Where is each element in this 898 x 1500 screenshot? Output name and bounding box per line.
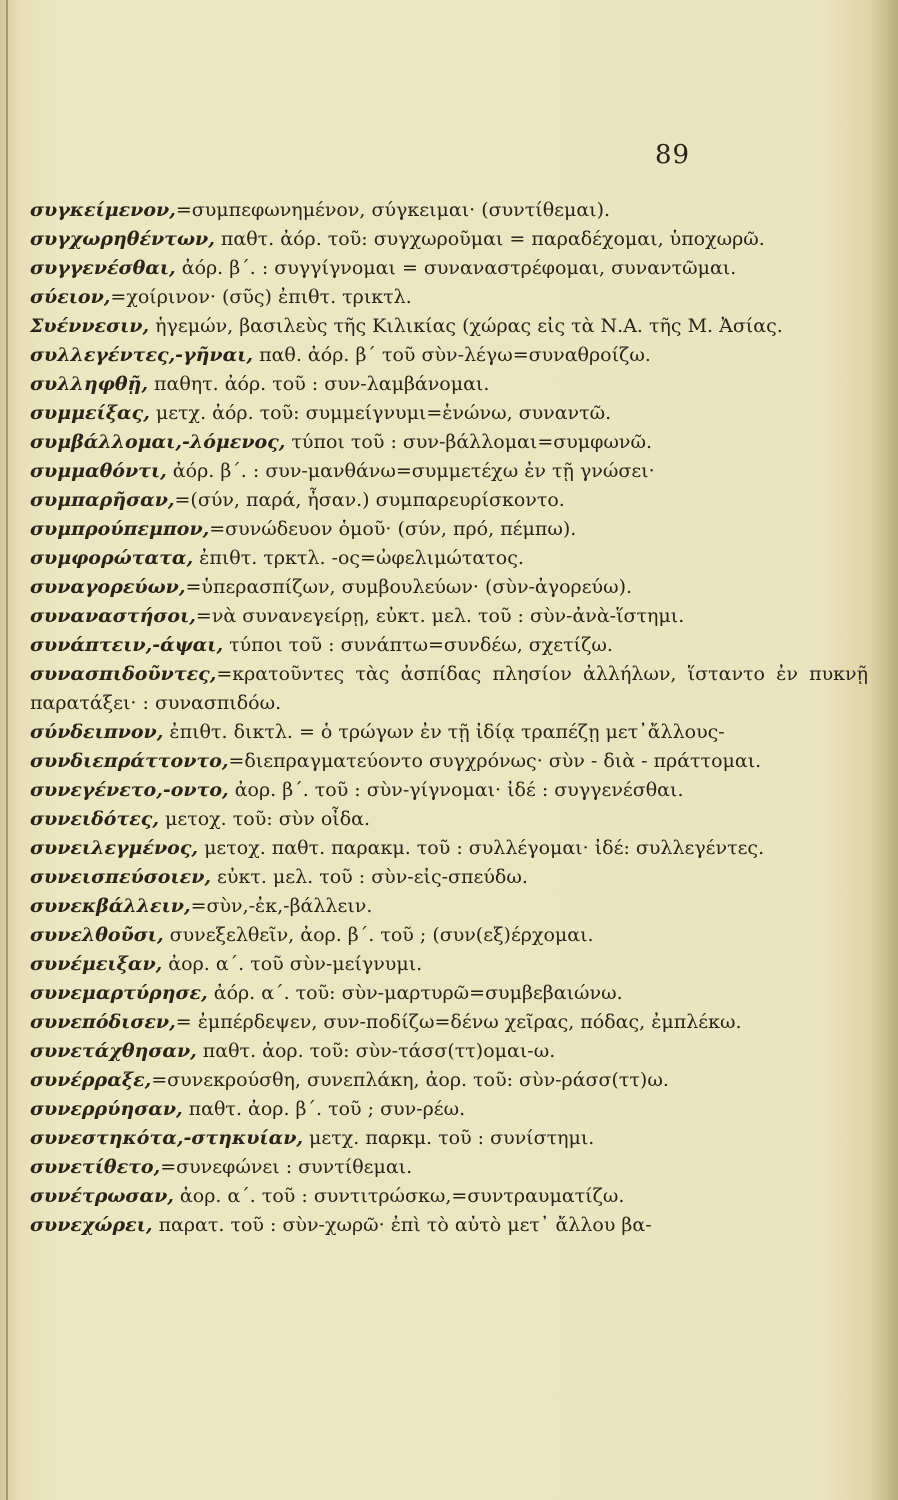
- entry-headword: σύνδειπνον,: [30, 721, 164, 743]
- entry-headword: συλλεγέντες,-γῆναι,: [30, 344, 254, 366]
- entry: [30, 486, 868, 515]
- entry-headword: συνεμαρτύρησε,: [30, 982, 208, 1004]
- entry: [30, 1182, 868, 1211]
- entry-headword: συλληφθῇ,: [30, 373, 148, 395]
- page-number: 89: [655, 140, 691, 170]
- entry-gloss: συνεξελθεῖν, ἀορ. β΄. τοῦ ; (συν(εξ)έρχομαι.: [169, 924, 594, 946]
- entry-headword: συνάπτειν,-άψαι,: [30, 634, 224, 656]
- entry: [30, 660, 868, 718]
- entry-headword: συνδιεπράττοντο,: [30, 750, 229, 772]
- entry: [30, 950, 868, 979]
- entry-gloss: ἀόρ. β΄. : συν-μανθάνω=συμμετέχω ἐν τῇ γνώσει·: [172, 460, 655, 482]
- entry-gloss: =συμπεφωνημένον, σύγκειμαι· (συντίθεμαι).: [175, 199, 611, 221]
- entry-gloss: ἐπιθτ. τρκτλ. -ος=ὠφελιμώτατος.: [199, 547, 524, 569]
- entry-headword: Συέννεσιν,: [30, 315, 150, 337]
- entry-gloss: = ἐμπέρδεψεν, συν-ποδίζω=δένω χεῖρας, πόδας, ἐμπλέκω.: [175, 1011, 742, 1033]
- entry: [30, 776, 868, 805]
- entry: [30, 631, 868, 660]
- entry-headword: συνερρύησαν,: [30, 1098, 183, 1120]
- entry: [30, 979, 868, 1008]
- entry-gloss: μετοχ. παθτ. παρακμ. τοῦ : συλλέγομαι· ἰδέ: συλλεγέντες.: [204, 837, 765, 859]
- entry: [30, 718, 868, 747]
- entry-gloss: παθητ. ἀόρ. τοῦ : συν-λαμβάνομαι.: [154, 373, 490, 395]
- entry-gloss: μετοχ. τοῦ: σὺν οἶδα.: [165, 808, 371, 830]
- entry-headword: συναναστήσοι,: [30, 605, 196, 627]
- entry-headword: συγχωρηθέντων,: [30, 228, 215, 250]
- entry-headword: συνειλεγμένος,: [30, 837, 199, 859]
- entry: [30, 892, 868, 921]
- entry: [30, 312, 868, 341]
- entry: [30, 921, 868, 950]
- entry-gloss: παρατ. τοῦ : σὺν-χωρῶ· ἐπὶ τὸ αὐτὸ μετ᾿ ἄλλου βα-: [158, 1214, 652, 1236]
- entry-gloss: ἡγεμών, βασιλεὺς τῆς Κιλικίας (χώρας εἰς τὰ Ν.Α. τῆς Μ. Ἀσίας.: [155, 315, 783, 337]
- entry: [30, 573, 868, 602]
- entry: [30, 805, 868, 834]
- entry: [30, 1124, 868, 1153]
- entry-headword: σύειον,: [30, 286, 111, 308]
- entry: [30, 1008, 868, 1037]
- entry-headword: συνεκβάλλειν,: [30, 895, 191, 917]
- entry-headword: συνεχώρει,: [30, 1214, 153, 1236]
- entry: [30, 428, 868, 457]
- entry-headword: συγγενέσθαι,: [30, 257, 176, 279]
- entry-headword: συνετάχθησαν,: [30, 1040, 197, 1062]
- entry-headword: συμβάλλομαι,-λόμενος,: [30, 431, 286, 453]
- entry: [30, 341, 868, 370]
- entry-headword: συνεισπεύσοιεν,: [30, 866, 211, 888]
- entry: [30, 515, 868, 544]
- entry: [30, 1037, 868, 1066]
- entry: [30, 225, 868, 254]
- entry: [30, 196, 868, 225]
- entry: [30, 602, 868, 631]
- entry-gloss: ἀόρ. β΄. : συγγίγνομαι = συναναστρέφομαι, συναντῶμαι.: [181, 257, 737, 279]
- entry-headword: συνετίθετο,: [30, 1156, 161, 1178]
- entry-headword: συνειδότες,: [30, 808, 159, 830]
- entry-headword: συνέμειξαν,: [30, 953, 163, 975]
- entry-gloss: =συνεφώνει : συντίθεμαι.: [160, 1156, 413, 1178]
- entry: [30, 834, 868, 863]
- entry: [30, 1066, 868, 1095]
- entry-headword: συμπρούπεμπον,: [30, 518, 210, 540]
- entry-gloss: ἀορ. α΄. τοῦ : συντιτρώσκω,=συντραυματίζω.: [179, 1185, 625, 1207]
- entry: [30, 1153, 868, 1182]
- entry-gloss: =συνώδευον ὁμοῦ· (σύν, πρό, πέμπω).: [209, 518, 577, 540]
- entry-gloss: =ὑπερασπίζων, συμβουλεύων· (σὺν-ἀγορεύω).: [185, 576, 633, 598]
- entry-gloss: =κρατοῦντες τὰς ἀσπίδας πλησίον ἀλλήλων, ἵσταντο ἐν πυκνῇ παρατάξει· : συνασπιδόω.: [30, 663, 868, 714]
- entry-gloss: ἐπιθτ. δικτλ. = ὁ τρώγων ἐν τῇ ἰδίᾳ τραπέζῃ μετ᾿ἄλλους-: [169, 721, 725, 743]
- entry: [30, 399, 868, 428]
- entry: [30, 1211, 868, 1240]
- entry: [30, 544, 868, 573]
- entry-headword: συμμείξας,: [30, 402, 150, 424]
- entry-gloss: τύποι τοῦ : συν-βάλλομαι=συμφωνῶ.: [291, 431, 653, 453]
- entry-gloss: τύποι τοῦ : συνάπτω=συνδέω, σχετίζω.: [229, 634, 613, 656]
- entry-gloss: μετχ. ἀόρ. τοῦ: συμμείγνυμι=ἑνώνω, συναντῶ.: [155, 402, 612, 424]
- entry-gloss: παθ. ἀόρ. β΄ τοῦ σὺν-λέγω=συναθροίζω.: [259, 344, 651, 366]
- entry-headword: συνεπόδισεν,: [30, 1011, 176, 1033]
- entry-headword: συμμαθόντι,: [30, 460, 167, 482]
- entry-gloss: =διεπραγματεύοντο συγχρόνως· σὺν - διὰ - πράττομαι.: [228, 750, 762, 772]
- entry-gloss: ἀόρ. α΄. τοῦ: σὺν-μαρτυρῶ=συμβεβαιώνω.: [213, 982, 623, 1004]
- entry-gloss: ἀορ. β΄. τοῦ : σὺν-γίγνομαι· ἰδέ : συγγενέσθαι.: [234, 779, 684, 801]
- entry-gloss: =νὰ συνανεγείρῃ, εὐκτ. μελ. τοῦ : σὺν-ἀνὰ-ἵστημι.: [195, 605, 685, 627]
- entry-headword: συναγορεύων,: [30, 576, 186, 598]
- entry-headword: συνελθοῦσι,: [30, 924, 164, 946]
- entry: [30, 370, 868, 399]
- entry-gloss: =(σύν, παρά, ἦσαν.) συμπαρευρίσκοντο.: [174, 489, 565, 511]
- entry-gloss: ἀορ. α΄. τοῦ σὺν-μείγνυμι.: [168, 953, 423, 975]
- entry-gloss: =συνεκρούσθη, συνεπλάκη, ἀορ. τοῦ: σὺν-ράσσ(ττ)ω.: [151, 1069, 669, 1091]
- entry-gloss: εὐκτ. μελ. τοῦ : σὺν-εἰς-σπεύδω.: [217, 866, 528, 888]
- page-spine-edge: [6, 0, 8, 1500]
- entry-headword: συνασπιδοῦντες,: [30, 663, 217, 685]
- entry-gloss: παθτ. ἀόρ. τοῦ: συγχωροῦμαι = παραδέχομαι, ὑποχωρῶ.: [220, 228, 765, 250]
- entry-headword: συμπαρῆσαν,: [30, 489, 175, 511]
- entry: [30, 254, 868, 283]
- entry-gloss: παθτ. ἀορ. β΄. τοῦ ; συν-ρέω.: [188, 1098, 466, 1120]
- entry: [30, 283, 868, 312]
- entry-headword: συνεστηκότα,-στηκυίαν,: [30, 1127, 303, 1149]
- entry-gloss: =σὺν,-ἐκ,-βάλλειν.: [190, 895, 373, 917]
- dictionary-entries: [30, 196, 868, 1240]
- entry: [30, 1095, 868, 1124]
- entry-gloss: =χοίρινον· (σῦς) ἐπιθτ. τρικτλ.: [110, 286, 412, 308]
- entry-headword: συμφορώτατα,: [30, 547, 194, 569]
- entry: [30, 457, 868, 486]
- entry-headword: συνέτρωσαν,: [30, 1185, 174, 1207]
- entry-headword: συνεγένετο,-οντο,: [30, 779, 229, 801]
- entry-headword: συνέρραξε,: [30, 1069, 152, 1091]
- entry-gloss: μετχ. παρκμ. τοῦ : συνίστημι.: [309, 1127, 595, 1149]
- entry: [30, 747, 868, 776]
- entry-gloss: παθτ. ἀορ. τοῦ: σὺν-τάσσ(ττ)ομαι-ω.: [202, 1040, 556, 1062]
- entry-headword: συγκείμενον,: [30, 199, 176, 221]
- entry: [30, 863, 868, 892]
